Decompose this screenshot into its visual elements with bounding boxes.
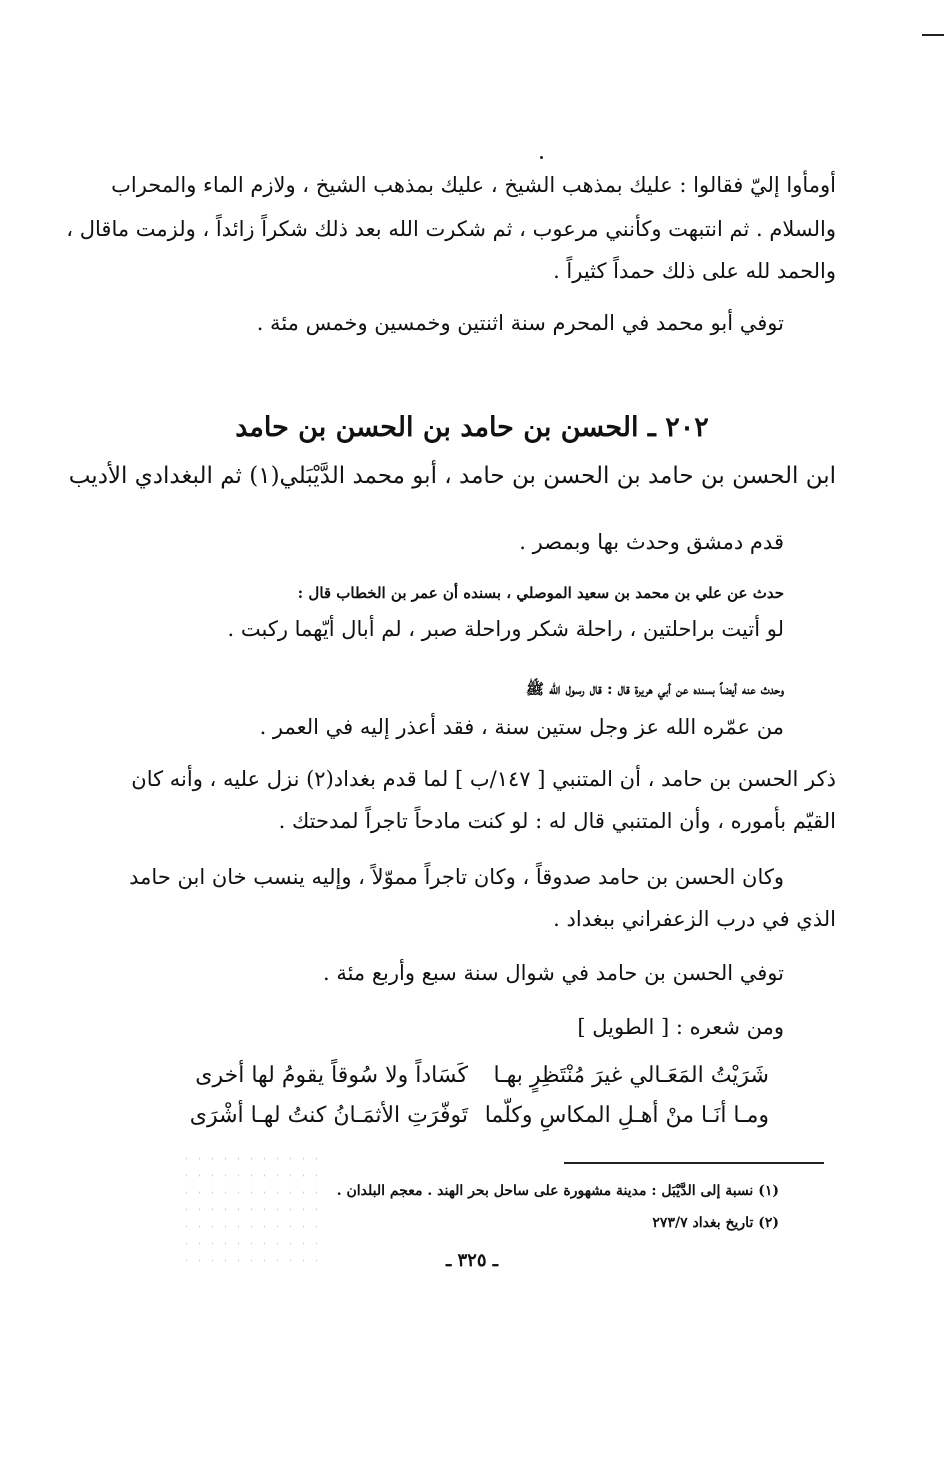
poem-verse-2-first-hemistich: ومـا أنَـا منْ أهـلِ المكاسِ وكلّما [484, 1103, 769, 1128]
paragraph-trader-line-2: الذي في درب الزعفراني ببغداد . [553, 907, 836, 931]
poetry-intro: ومن شعره : [ الطويل ] [577, 1015, 784, 1039]
paragraph-mutanabbi-line-1: ذكر الحسن بن حامد ، أن المتنبي [ ١٤٧/ب ] لما قدم بغداد(٢) نزل عليه ، وأنه كان [131, 767, 836, 791]
poem-verse-1-first-hemistich: شَرَيْتُ المَعَـالي غيرَ مُنْتَظِرٍ بهـا [493, 1063, 769, 1088]
hadith2-chain: وحدث عنه أيضاً بسنده عن أبي هريرة قال : قال رسول الله ﷺ [525, 680, 784, 698]
paragraph-mutanabbi-line-2: القيّم بأموره ، وأن المتنبي قال له : لو كنت مادحاً تاجراً لمدحتك . [278, 809, 836, 833]
hadith1-text: لو أتيت براحلتين ، راحلة شكر وراحلة صبر ، لم أبال أيّهما ركبت . [227, 617, 784, 641]
poem-verse-1-second-hemistich: كَسَاداً ولا سُوقاً يقومُ لها أخرى [195, 1063, 468, 1088]
page-number: ـ ٣٢٥ ـ [445, 1250, 499, 1271]
paragraph-trader-line-1: وكان الحسن بن حامد صدوقاً ، وكان تاجراً مموّلاً ، وإليه ينسب خان ابن حامد [129, 865, 784, 889]
poem-verse-2-second-hemistich: تَوفّرَتِ الأثمَـانُ كنتُ لهـا أشْرَى [189, 1103, 468, 1128]
scan-corner-mark [922, 34, 944, 36]
footnote-1: (١) نسبة إلى الدَّيْبَل : مدينة مشهورة على ساحل بحر الهند . معجم البلدان . [336, 1183, 779, 1199]
paragraph1-line-1: أومأوا إليّ فقالوا : عليك بمذهب الشيخ ، عليك بمذهب الشيخ ، ولازم الماء والمحراب [111, 173, 836, 197]
arrival-note: قدم دمشق وحدث بها وبمصر . [519, 530, 784, 554]
paragraph1-line-3: والحمد لله على ذلك حمداً كثيراً . [553, 259, 836, 283]
death-note-hasan: توفي الحسن بن حامد في شوال سنة سبع وأربع مئة . [322, 961, 784, 985]
paragraph1-line-2: والسلام . ثم انتبهت وكأنني مرعوب ، ثم شكرت الله بعد ذلك شكراً زائداً ، ولزمت ماقال ، [66, 217, 836, 241]
footnote-separator [564, 1162, 824, 1164]
entry-subtitle: ابن الحسن بن حامد بن الحسن بن حامد ، أبو محمد الدَّيْبَلي(١) ثم البغدادي الأديب [68, 463, 836, 489]
scan-dot-mark [540, 156, 543, 159]
hadith2-text: من عمّره الله عز وجل ستين سنة ، فقد أعذر إليه في العمر . [259, 715, 784, 739]
death-note-abu-muhammad: توفي أبو محمد في المحرم سنة اثنتين وخمسين وخمس مئة . [256, 311, 784, 335]
entry-title: ٢٠٢ ـ الحسن بن حامد بن الحسن بن حامد [235, 412, 709, 443]
hadith1-chain: حدث عن علي بن محمد بن سعيد الموصلي ، بسنده أن عمر بن الخطاب قال : [297, 584, 784, 602]
footnote-2: (٢) تاريخ بغداد ٢٧٣/٧ [652, 1215, 779, 1231]
